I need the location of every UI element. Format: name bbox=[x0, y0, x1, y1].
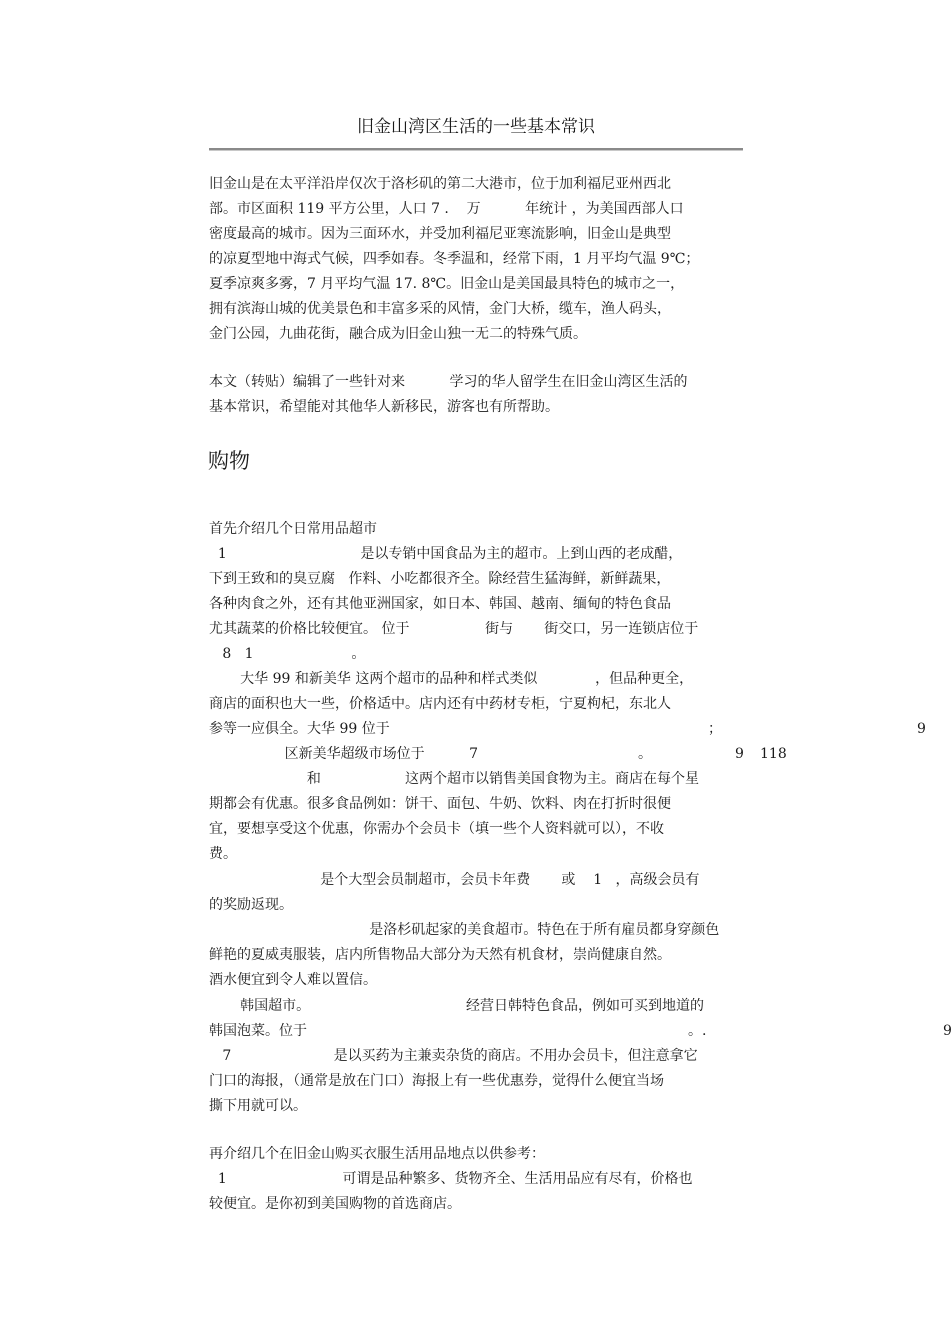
note-line: 本文（转贴）编辑了一些针对来 学习的华人留学生在旧金山湾区生活的 bbox=[209, 374, 688, 390]
text-fragment: 这两个超市以销售美国食物为主。商店在每个星 bbox=[405, 771, 699, 787]
intro-line: 密度最高的城市。因为三面环水，并受加利福尼亚寒流影响，旧金山是典型 bbox=[209, 226, 671, 242]
shopping-line: 费。 bbox=[209, 846, 237, 862]
shopping-line: 是洛杉矶起家的美食超市。特色在于所有雇员都身穿颜色 bbox=[209, 922, 720, 938]
text-fragment: 。 bbox=[638, 746, 652, 762]
clothing-line: 较便宜。是你初到美国购物的首选商店。 bbox=[209, 1196, 461, 1212]
title-divider bbox=[209, 148, 743, 151]
shopping-line: 是个大型会员制超市，会员卡年费 或 1 ，高级会员有 bbox=[209, 872, 700, 888]
shopping-line: 7 是以买药为主兼卖杂货的商店。不用办会员卡，但注意拿它 bbox=[209, 1048, 698, 1064]
shopping-line: 尤其蔬菜的价格比较便宜。 位于 街与 街交口，另一连锁店位于 bbox=[209, 621, 699, 637]
shopping-line: 8 1 。 bbox=[209, 646, 366, 662]
shopping-line: 的奖励返现。 bbox=[209, 897, 293, 913]
shopping-line: 大华 99 和新美华 这两个超市的品种和样式类似 ，但品种更全， bbox=[209, 671, 694, 687]
shopping-line: 宜，要想享受这个优惠，你需办个会员卡（填一些个人资料就可以），不收 bbox=[209, 821, 664, 837]
shopping-line: 参等一应俱全。大华 99 位于 bbox=[209, 721, 390, 737]
intro-line: 部。市区面积 119 平方公里，人口 7 . 万 年统计 ，为美国西部人口 bbox=[209, 201, 684, 217]
text-fragment: 9 bbox=[943, 1023, 952, 1039]
shopping-line: 首先介绍几个日常用品超市 bbox=[209, 521, 377, 537]
shopping-line: 和 bbox=[209, 771, 321, 787]
shopping-line: 1 是以专销中国食品为主的超市。上到山西的老成醋， bbox=[209, 546, 683, 562]
shopping-line: 门口的海报，（通常是放在门口）海报上有一些优惠券，觉得什么便宜当场 bbox=[209, 1073, 664, 1089]
shopping-line: 酒水便宜到令人难以置信。 bbox=[209, 972, 377, 988]
section-heading-shopping: 购物 bbox=[208, 449, 250, 473]
intro-line: 金门公园，九曲花街，融合成为旧金山独一无二的特殊气质。 bbox=[209, 326, 587, 342]
text-fragment: 经营日韩特色食品，例如可买到地道的 bbox=[466, 998, 704, 1014]
shopping-line: 商店的面积也大一些，价格适中。店内还有中药材专柜，宁夏枸杞，东北人 bbox=[209, 696, 671, 712]
shopping-line: 鲜艳的夏威夷服装，店内所售物品大部分为天然有机食材，崇尚健康自然。 bbox=[209, 947, 671, 963]
text-fragment: 118 bbox=[760, 746, 787, 762]
shopping-line: 区新美华超级市场位于 7 bbox=[209, 746, 479, 762]
text-fragment: 9 bbox=[917, 721, 926, 737]
text-fragment: ； bbox=[708, 721, 722, 737]
intro-line: 夏季凉爽多雾，7 月平均气温 17. 8℃。旧金山是美国最具特色的城市之一， bbox=[209, 276, 685, 292]
shopping-line: 韩国泡菜。位于 bbox=[209, 1023, 307, 1039]
shopping-line: 期都会有优惠。很多食品例如：饼干、面包、牛奶、饮料、肉在打折时很便 bbox=[209, 796, 671, 812]
clothing-line: 再介绍几个在旧金山购买衣服生活用品地点以供参考： bbox=[209, 1146, 545, 1162]
shopping-line: 撕下用就可以。 bbox=[209, 1098, 307, 1114]
intro-line: 旧金山是在太平洋沿岸仅次于洛杉矶的第二大港市，位于加利福尼亚州西北 bbox=[209, 176, 671, 192]
intro-line: 拥有滨海山城的优美景色和丰富多采的风情，金门大桥，缆车，渔人码头， bbox=[209, 301, 671, 317]
note-line: 基本常识，希望能对其他华人新移民，游客也有所帮助。 bbox=[209, 399, 559, 415]
intro-line: 的凉夏型地中海式气候，四季如春。冬季温和，经常下雨，1 月平均气温 9℃； bbox=[209, 251, 700, 267]
shopping-line: 下到王致和的臭豆腐 作料、小吃都很齐全。除经营生猛海鲜，新鲜蔬果， bbox=[209, 571, 671, 587]
shopping-line: 各种肉食之外，还有其他亚洲国家，如日本、韩国、越南、缅甸的特色食品 bbox=[209, 596, 671, 612]
text-fragment: 。. bbox=[688, 1023, 707, 1039]
text-fragment: 9 bbox=[735, 746, 744, 762]
shopping-line: 韩国超市。 bbox=[209, 998, 311, 1014]
clothing-line: 1 可谓是品种繁多、货物齐全、生活用品应有尽有，价格也 bbox=[209, 1171, 693, 1187]
document-title: 旧金山湾区生活的一些基本常识 bbox=[357, 117, 595, 137]
